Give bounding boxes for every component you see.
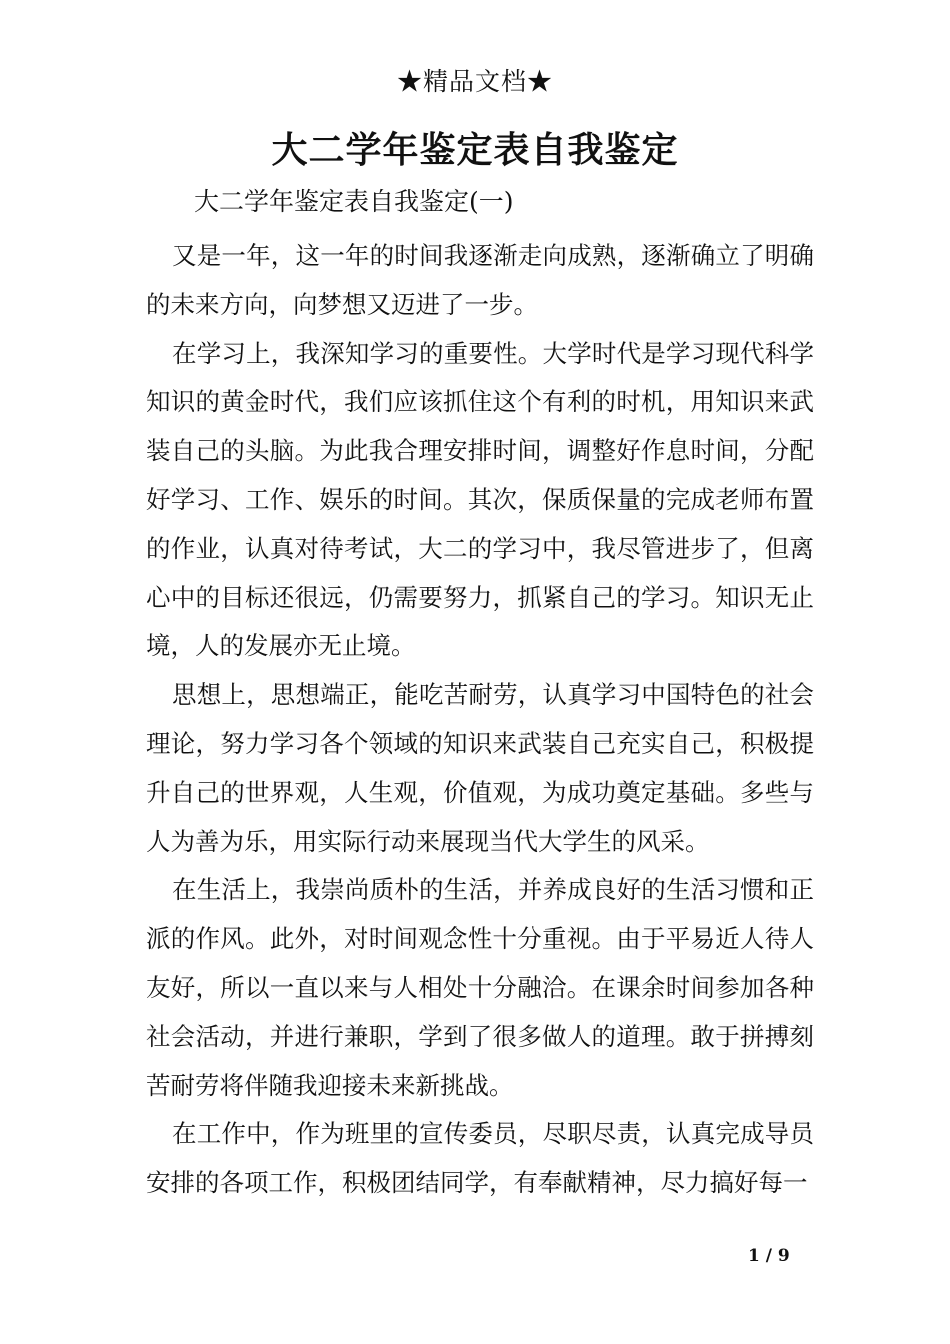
paragraph: 思想上，思想端正，能吃苦耐劳，认真学习中国特色的社会理论，努力学习各个领域的知识来武装自己充实自己，积极提升自己的世界观，人生观，价值观，为成功奠定基础。多些与人为善为乐，用实际行动来展现当代大学生的风采。 bbox=[146, 680, 814, 856]
paragraph: 在生活上，我崇尚质朴的生活，并养成良好的生活习惯和正派的作风。此外，对时间观念性十分重视。由于平易近人待人友好，所以一直以来与人相处十分融洽。在课余时间参加各种社会活动，并进行兼职，学到了很多做人的道理。敢于拼搏刻苦耐劳将伴随我迎接未来新挑战。 bbox=[146, 875, 814, 1100]
paragraph: 在学习上，我深知学习的重要性。大学时代是学习现代科学知识的黄金时代，我们应该抓住这个有利的时机，用知识来武装自己的头脑。为此我合理安排时间，调整好作息时间，分配好学习、工作、娱乐的时间。其次，保质保量的完成老师布置的作业，认真对待考试，大二的学习中，我尽管进步了，但离心中的目标还很远，仍需要努力，抓紧自己的学习。知识无止境，人的发展亦无止境。 bbox=[146, 338, 814, 661]
document-subtitle: 大二学年鉴定表自我鉴定(一) bbox=[194, 187, 514, 216]
paragraph: 在工作中，作为班里的宣传委员，尽职尽责，认真完成导员安排的各项工作，积极团结同学，有奉献精神，尽力搞好每一 bbox=[146, 1119, 814, 1198]
page-header: ★精品文档★ bbox=[396, 67, 553, 96]
document-body bbox=[146, 232, 814, 1208]
document-title: 大二学年鉴定表自我鉴定 bbox=[271, 129, 679, 171]
paragraph: 又是一年，这一年的时间我逐渐走向成熟，逐渐确立了明确的未来方向，向梦想又迈进了一步。 bbox=[146, 241, 814, 319]
page-number: 1 / 9 bbox=[748, 1246, 790, 1266]
